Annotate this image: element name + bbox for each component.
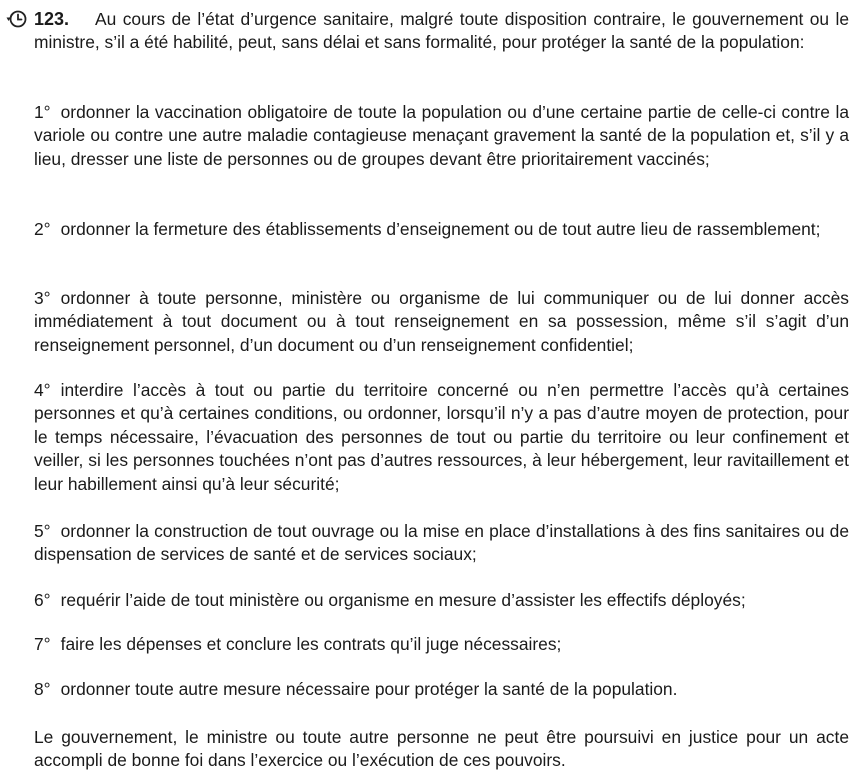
item-number: 4° xyxy=(34,380,51,400)
list-item xyxy=(34,589,849,612)
list-item xyxy=(34,520,849,567)
list-item xyxy=(34,218,849,241)
item-text: ordonner à toute personne, ministère ou organisme de lui communiquer ou de lui donner accès immédiatement à tout document ou à tout renseignement en sa possession, même s’il s’agit d’un renseignement personnel, d’un document ou d’un renseignement confidentiel; xyxy=(34,288,849,355)
item-text: interdire l’accès à tout ou partie du territoire concerné ou n’en permettre l’accès qu’à certaines personnes et qu’à certaines conditions, ou ordonner, lorsqu’il n’y a pas d’autre moyen de protection, pour le temps nécessaire, l’évacuation des personnes de tout ou partie du territoire ou leur confinement et veiller, si les personnes touchées n’ont pas d’autres ressources, à leur hébergement, leur ravitaillement et leur habillement ainsi qu’à leur sécurité; xyxy=(34,380,849,494)
item-number: 2° xyxy=(34,219,51,239)
item-number: 3° xyxy=(34,288,51,308)
closing-paragraph: Le gouvernement, le ministre ou toute autre personne ne peut être poursuivi en justice pour un acte accompli de bonne foi dans l’exercice ou l’exécution de ces pouvoirs. xyxy=(34,727,849,771)
list-item xyxy=(34,678,849,701)
history-clock-icon[interactable] xyxy=(5,9,29,29)
item-text: ordonner la vaccination obligatoire de toute la population ou d’une certaine partie de celle-ci contre la variole ou contre une autre maladie contagieuse menaçant gravement la santé de la population et, s’il y a lieu, dresser une liste de personnes ou de groupes devant être prioritairement vaccinés; xyxy=(34,102,849,169)
item-number: 1° xyxy=(34,102,51,122)
list-item xyxy=(34,287,849,357)
item-text: ordonner la construction de tout ouvrage ou la mise en place d’installations à des fins sanitaires ou de dispensation de services de santé et de services sociaux; xyxy=(34,521,849,565)
item-number: 6° xyxy=(34,590,51,610)
list-item xyxy=(34,633,849,656)
article-number: 123. xyxy=(34,9,70,29)
item-number: 5° xyxy=(34,521,51,541)
item-text: ordonner toute autre mesure nécessaire pour protéger la santé de la population. xyxy=(60,679,678,699)
item-text: requérir l’aide de tout ministère ou organisme en mesure d’assister les effectifs déployés; xyxy=(60,590,746,610)
item-text: faire les dépenses et conclure les contrats qu’il juge nécessaires; xyxy=(60,634,562,654)
item-number: 8° xyxy=(34,679,51,699)
list-item xyxy=(34,101,849,171)
article-intro xyxy=(34,8,849,55)
article-intro-text: Au cours de l’état d’urgence sanitaire, malgré toute disposition contraire, le gouvernement ou le ministre, s’il a été habilité, peut, sans délai et sans formalité, pour protéger la santé de la population: xyxy=(34,9,849,53)
item-text: ordonner la fermeture des établissements d’enseignement ou de tout autre lieu de rassemblement; xyxy=(60,219,821,239)
item-number: 7° xyxy=(34,634,51,654)
list-item xyxy=(34,379,849,496)
